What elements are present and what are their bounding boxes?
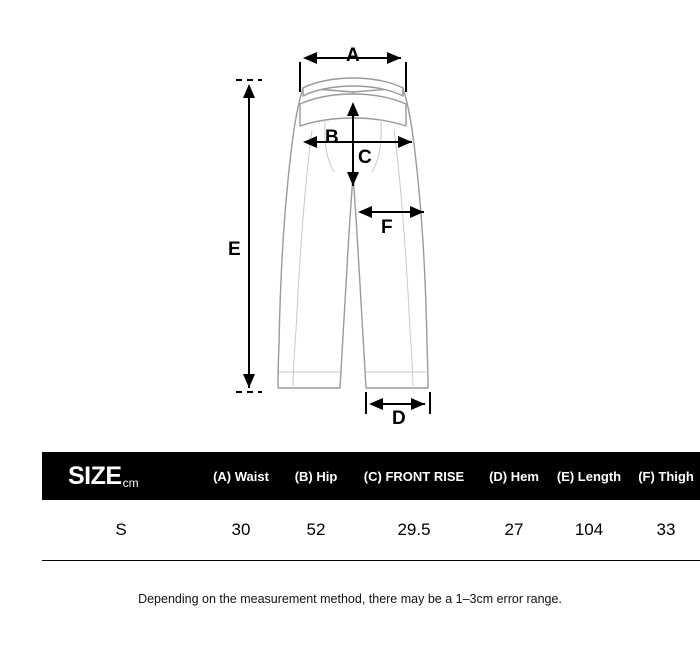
cell-hem: 27 (478, 500, 550, 561)
size-unit: cm (122, 475, 139, 490)
size-table-wrapper (42, 452, 694, 561)
row-label-size: S (42, 500, 200, 561)
dimension-e (236, 80, 262, 392)
label-b: B (325, 127, 339, 148)
cell-length: 104 (550, 500, 628, 561)
label-c: C (358, 147, 372, 168)
size-table (42, 452, 700, 561)
column-header-length: (E) Length (550, 452, 628, 500)
column-header-thigh: (F) Thigh (628, 452, 700, 500)
label-f: F (381, 217, 393, 238)
size-table-head (42, 452, 700, 500)
label-e: E (228, 239, 241, 260)
cell-thigh: 33 (628, 500, 700, 561)
column-header-waist: (A) Waist (200, 452, 282, 500)
measurement-note: Depending on the measurement method, there may be a 1–3cm error range. (138, 592, 562, 606)
size-table-body (42, 500, 700, 561)
table-header-row (42, 452, 700, 500)
column-header-front-rise: (C) FRONT RISE (350, 452, 478, 500)
column-header-hip: (B) Hip (282, 452, 350, 500)
table-row (42, 500, 700, 561)
cell-hip: 52 (282, 500, 350, 561)
size-word: SIZE (68, 461, 122, 490)
label-d: D (392, 408, 406, 429)
cell-waist: 30 (200, 500, 282, 561)
column-header-hem: (D) Hem (478, 452, 550, 500)
label-a: A (346, 45, 360, 66)
cell-front-rise: 29.5 (350, 500, 478, 561)
size-header-cell (42, 452, 200, 500)
